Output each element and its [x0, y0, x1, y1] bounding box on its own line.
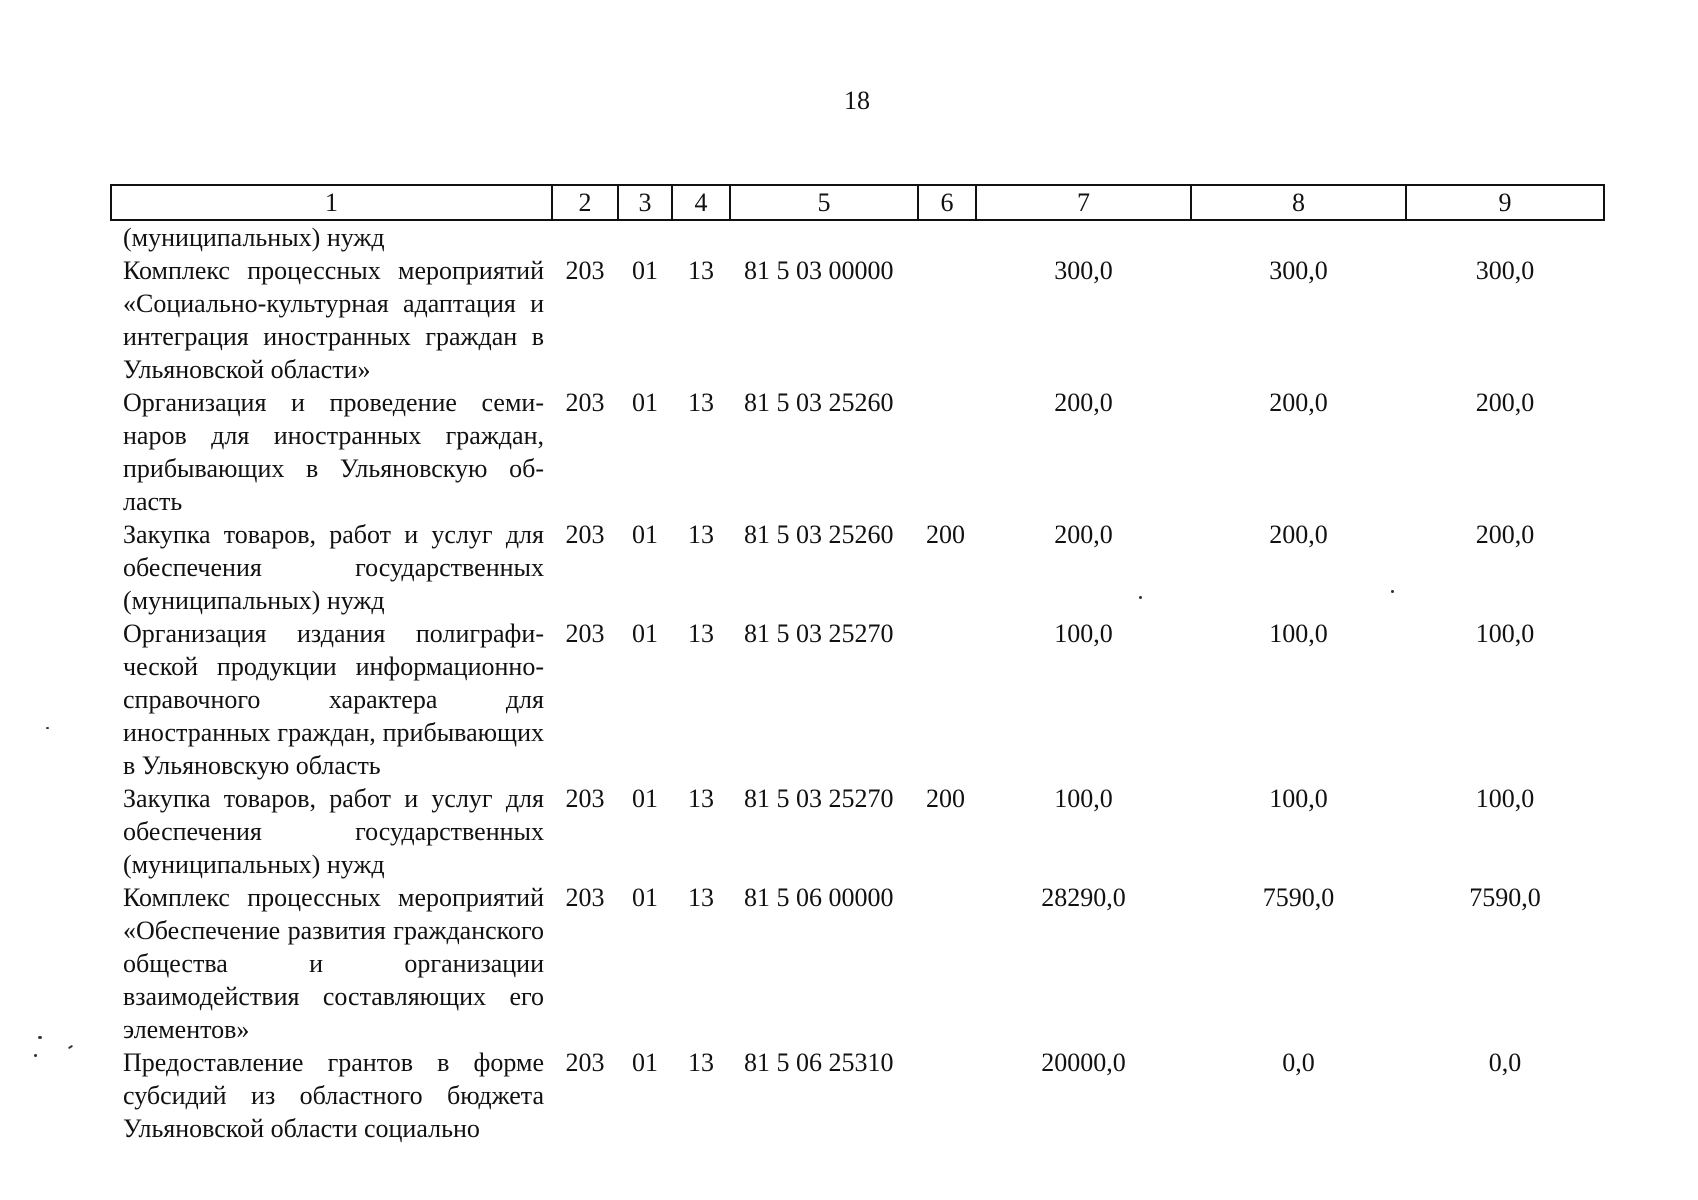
header-col-5: 5 [730, 185, 918, 220]
row-description: Комплекс процессных мероприятий «Социально-культурная адаптация и интеграция иностранных граждан в Ульяновской области» [123, 256, 544, 384]
row-col-4 [672, 220, 730, 254]
row-expense-type [918, 881, 976, 1046]
row-expense-type: 200 [926, 784, 965, 813]
header-col-7: 7 [976, 185, 1191, 220]
row-col-2: 203 [565, 1048, 605, 1077]
header-col-4: 4 [672, 185, 730, 220]
row-col-2 [552, 220, 618, 254]
row-expense-type [918, 1046, 976, 1145]
table-row [111, 220, 1604, 254]
table-row [111, 617, 1604, 782]
row-target-code: 81 5 06 00000 [744, 883, 894, 912]
row-col-4: 13 [688, 883, 714, 912]
row-amount-col-9: 0,0 [1488, 1048, 1522, 1077]
row-col-3: 01 [632, 256, 658, 285]
row-col-2: 203 [565, 784, 605, 813]
row-target-code: 81 5 03 25260 [744, 388, 894, 417]
row-col-2: 203 [565, 520, 605, 549]
scan-speck [1139, 596, 1142, 599]
row-target-code: 81 5 06 25310 [744, 1048, 894, 1077]
row-description: Организация и проведение семинаров для иностранных граждан, прибывающих в Ульяновскую область [123, 388, 544, 516]
row-amount-col-7: 200,0 [1054, 520, 1113, 549]
row-description: (муниципальных) нужд [123, 223, 385, 252]
row-target-code: 81 5 03 25260 [744, 520, 894, 549]
row-amount-col-7: 20000,0 [1041, 1048, 1126, 1077]
row-amount-col-9: 200,0 [1475, 520, 1535, 549]
scan-speck [1391, 590, 1394, 593]
row-description: Предоставление грантов в форме субсидий из областного бюджета Ульяновской области социально [123, 1048, 544, 1143]
row-amount-col-8 [1191, 220, 1406, 254]
table-row [111, 881, 1604, 1046]
table-row [111, 518, 1604, 617]
row-col-4: 13 [688, 520, 714, 549]
table-row [111, 254, 1604, 386]
row-target-code: 81 5 03 25270 [744, 619, 894, 648]
table-header [111, 185, 1604, 220]
scan-speck [46, 727, 49, 729]
header-col-8: 8 [1191, 185, 1406, 220]
row-amount-col-9: 100,0 [1475, 619, 1535, 648]
row-amount-col-9: 300,0 [1475, 256, 1535, 285]
row-amount-col-9: 7590,0 [1469, 883, 1541, 912]
row-col-4: 13 [688, 256, 714, 285]
row-target-code [730, 220, 918, 254]
row-col-3 [618, 220, 672, 254]
row-amount-col-7: 100,0 [1054, 784, 1113, 813]
row-amount-col-7: 28290,0 [1041, 883, 1126, 912]
row-description: Закупка товаров, работ и услуг для обеспечения государственных (муниципальных) нужд [123, 520, 544, 615]
header-col-9: 9 [1406, 185, 1604, 220]
row-amount-col-9: 200,0 [1475, 388, 1535, 417]
header-col-3: 3 [618, 185, 672, 220]
header-col-1: 1 [111, 185, 552, 220]
table-row [111, 386, 1604, 518]
row-col-3: 01 [632, 520, 658, 549]
table-row [111, 1046, 1604, 1145]
row-expense-type: 200 [926, 520, 965, 549]
row-amount-col-8: 0,0 [1282, 1048, 1315, 1077]
row-col-2: 203 [565, 883, 605, 912]
row-amount-col-9: 100,0 [1475, 784, 1535, 813]
row-amount-col-8: 300,0 [1269, 256, 1328, 285]
row-col-2: 203 [565, 388, 605, 417]
scan-speck [68, 1045, 73, 1050]
row-amount-col-8: 100,0 [1269, 784, 1328, 813]
row-amount-col-7: 200,0 [1054, 388, 1113, 417]
row-amount-col-8: 100,0 [1269, 619, 1328, 648]
scan-speck [34, 1054, 37, 1057]
row-expense-type [918, 220, 976, 254]
table-body [111, 220, 1604, 1145]
row-target-code: 81 5 03 25270 [744, 784, 894, 813]
row-col-3: 01 [632, 1048, 658, 1077]
row-amount-col-7 [976, 220, 1191, 254]
row-amount-col-9 [1406, 220, 1604, 254]
scan-speck [38, 1036, 42, 1039]
header-col-2: 2 [552, 185, 618, 220]
row-description: Закупка товаров, работ и услуг для обеспечения государственных (муниципальных) нужд [123, 784, 544, 879]
table-row [111, 782, 1604, 881]
header-row [111, 185, 1604, 220]
row-target-code: 81 5 03 00000 [744, 256, 894, 285]
row-col-4: 13 [688, 619, 714, 648]
row-expense-type [918, 386, 976, 518]
row-col-4: 13 [688, 388, 714, 417]
row-description: Комплекс процессных мероприятий «Обеспечение развития гражданского общества и организации взаимодействия составляющих его элементов» [123, 883, 544, 1044]
header-col-6: 6 [918, 185, 976, 220]
row-col-3: 01 [632, 883, 658, 912]
row-amount-col-7: 100,0 [1054, 619, 1113, 648]
row-expense-type [918, 617, 976, 782]
row-col-3: 01 [632, 619, 658, 648]
row-col-4: 13 [688, 784, 714, 813]
row-col-4: 13 [688, 1048, 714, 1077]
row-amount-col-7: 300,0 [1054, 256, 1113, 285]
row-col-2: 203 [565, 256, 605, 285]
row-amount-col-8: 200,0 [1269, 388, 1328, 417]
budget-table [110, 184, 1605, 1145]
row-amount-col-8: 200,0 [1269, 520, 1328, 549]
row-col-3: 01 [632, 388, 658, 417]
row-col-3: 01 [632, 784, 658, 813]
row-description: Организация издания полиграфической продукции информационно-справочного характера для иностранных граждан, прибывающих в Ульяновскую область [123, 619, 544, 780]
row-amount-col-8: 7590,0 [1262, 883, 1335, 912]
row-col-2: 203 [565, 619, 605, 648]
row-expense-type [918, 254, 976, 386]
page-number: 18 [844, 86, 870, 115]
